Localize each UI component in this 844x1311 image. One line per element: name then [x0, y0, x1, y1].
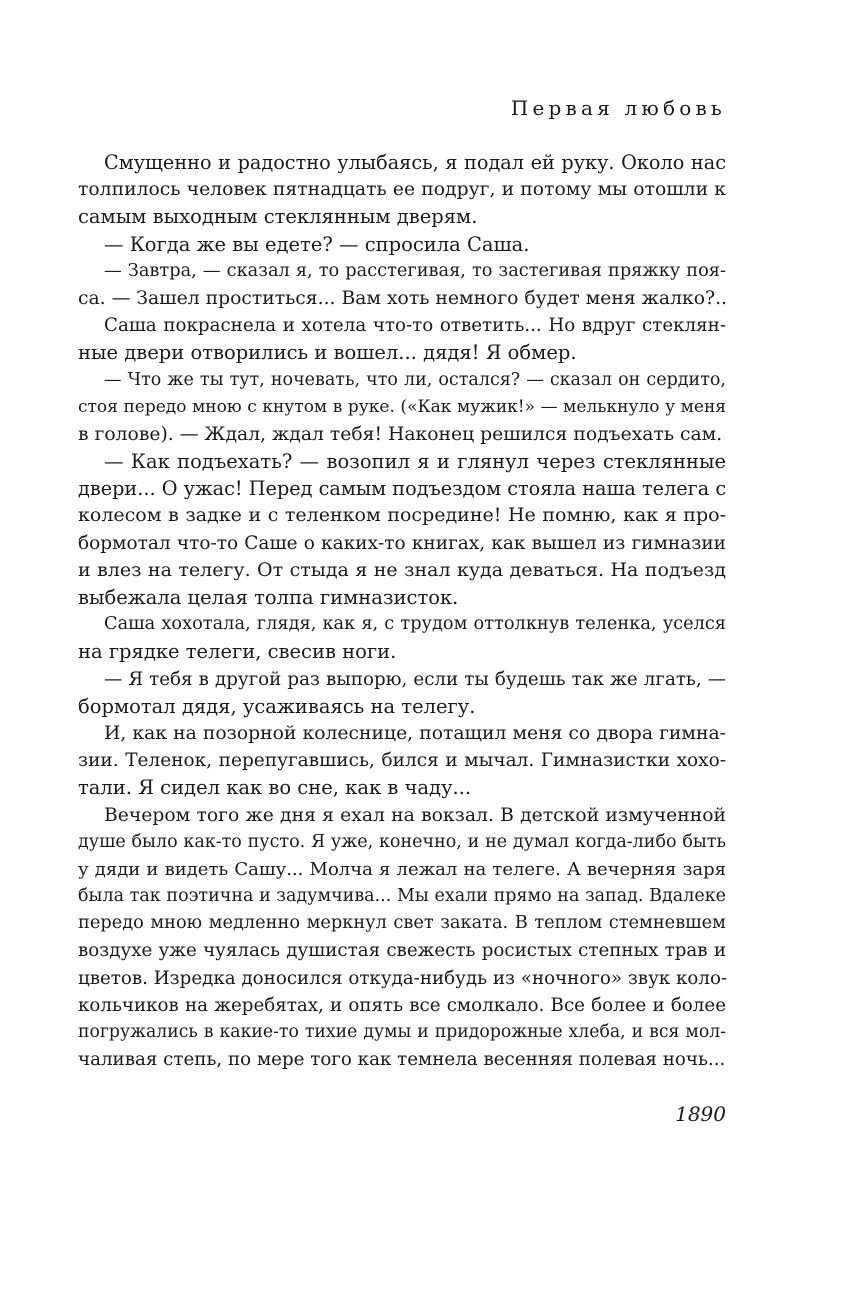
text-line: Саша покраснела и хотела что-то ответить... Но вдруг стеклян-: [104, 315, 726, 337]
text-line: чаливая степь, по мере того как темнела весенняя полевая ночь...: [78, 1049, 726, 1071]
text-line: выбежала целая толпа гимназисток.: [78, 586, 459, 609]
body-text: [78, 149, 726, 1073]
text-line: в голове). — Ждал, ждал тебя! Наконец решился подъехать сам.: [78, 423, 723, 445]
text-line: толпилось человек пятнадцать ее подруг, и потому мы отошли к: [78, 179, 726, 201]
text-line: зии. Теленок, перепугавшись, бился и мычал. Гимназистки хохо-: [78, 750, 726, 772]
text-line: у дяди и видеть Сашу... Молча я лежал на телеге. А вечерняя заря: [78, 858, 726, 880]
text-line: — Я тебя в другой раз выпорю, если ты будешь так же лгать, —: [104, 668, 726, 690]
text-line: воздухе уже чуялась душистая свежесть росистых степных трав и: [78, 940, 726, 962]
text-line: — Когда же вы едете? — спросила Саша.: [104, 232, 530, 256]
text-line: стоя передо мною с кнутом в руке. («Как мужик!» — мелькнуло у меня: [78, 396, 726, 417]
text-line: бормотал что-то Саше о каких-то книгах, как вышел из гимназии: [78, 532, 726, 554]
text-line: — Завтра, — сказал я, то расстегивая, то застегивая пряжку поя-: [104, 260, 726, 281]
text-line: самым выходным стеклянным дверям.: [78, 205, 478, 229]
text-line: колесом в задке и с теленком посредине! Не помню, как я про-: [78, 504, 726, 527]
text-line: и влез на телегу. От стыда я не знал куда деваться. На подъезд: [78, 558, 726, 581]
text-line: двери... О ужас! Перед самым подъездом стояла наша телега с: [78, 477, 727, 501]
text-line: была так поэтична и задумчива... Мы ехали прямо на запад. Вдалеке: [78, 886, 726, 907]
text-line: Саша хохотала, глядя, как я, с трудом оттолкнув теленка, уселся: [104, 614, 726, 635]
text-line: цветов. Изредка доносился откуда-нибудь из «ночного» звук коло-: [78, 967, 728, 989]
running-header-title: Первая любовь: [510, 96, 726, 120]
text-line: Смущенно и радостно улыбаясь, я подал ей руку. Около нас: [104, 151, 726, 174]
text-line: ные двери отворились и вошел... дядя! Я обмер.: [78, 341, 577, 365]
text-line: са. — Зашел проститься... Вам хоть немного будет меня жалко?..: [78, 287, 727, 309]
text-line: передо мною медленно меркнул свет заката. В теплом стемневшем: [78, 913, 726, 934]
text-line: кольчиков на жеребятах, и опять все смолкало. Все более и более: [78, 994, 726, 1016]
text-line: Вечером того же дня я ехал на вокзал. В детской измученной: [104, 804, 726, 826]
text-line: тали. Я сидел как во сне, как в чаду...: [78, 776, 472, 800]
text-line: на грядке телеги, свесив ноги.: [78, 640, 397, 664]
text-line: душе было как-то пусто. Я уже, конечно, и не думал когда-либо быть: [78, 831, 726, 852]
text-line: бормотал дядя, усаживаясь на телегу.: [78, 694, 476, 718]
text-line: — Что же ты тут, ночевать, что ли, остался? — сказал он сердито,: [104, 369, 726, 390]
text-line: И, как на позорной колеснице, потащил меня со двора гимна-: [104, 722, 726, 744]
date-signature: 1890: [675, 1102, 726, 1126]
text-line: — Как подъехать? — возопил я и глянул через стеклянные: [104, 450, 726, 474]
text-line: погружались в какие-то тихие думы и придорожные хлеба, и вся мол-: [78, 1022, 726, 1042]
